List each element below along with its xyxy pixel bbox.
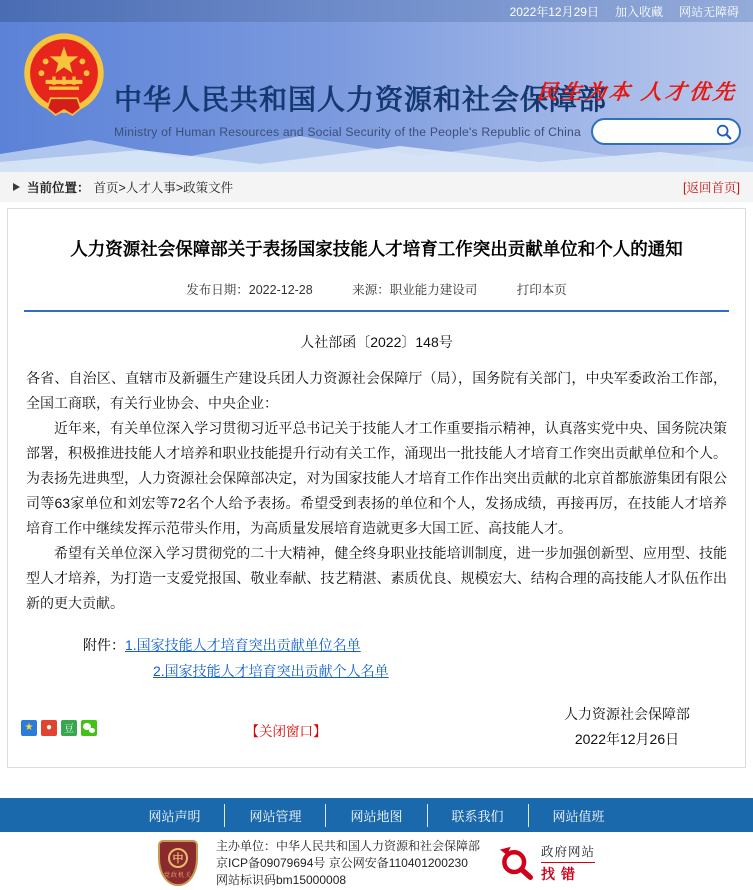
gov-find-error-widget[interactable] [498, 842, 595, 884]
article-bottom-row [8, 720, 745, 740]
article-source: 来源：职业能力建设司 [352, 282, 478, 297]
add-favorite-link[interactable]: 加入收藏 [614, 4, 663, 19]
article-meta [8, 280, 745, 298]
footer-nav-management[interactable]: 网站管理 [224, 804, 325, 827]
attachment-link-1[interactable]: 1.国家技能人才培育突出贡献单位名单 [125, 636, 361, 653]
share-qzone-icon[interactable]: ★ [21, 720, 37, 736]
share-weibo-icon[interactable]: ● [41, 720, 57, 736]
attachment-link-2[interactable]: 2.国家技能人才培育突出贡献个人名单 [153, 662, 389, 679]
signature-date: 2022年12月26日 [574, 730, 680, 747]
current-date: 2022年12月29日 [509, 4, 599, 19]
paragraph-1: 近年来，有关单位深入学习贯彻习近平总书记关于技能人才工作重要指示精神，认真落实党中央、国务院决策部署，积极推进技能人才培养和职业技能提升行动有关工作，涌现出一批技能人才培育工作突出贡献单位和个人。为表扬先进典型，人力资源社会保障部决定，对为国家技能人才培育工作作出突出贡献的北京首都旅游集团有限公司等63家单位和刘宏等72名个人给予表扬。希望受到表扬的单位和个人，发扬成绩，再接再厉，在技能人才培养培育工作中继续发挥示范带头作用，为高质量发展培育造就更多大国工匠、高技能人才。 [26, 419, 727, 536]
share-wechat-icon[interactable] [81, 720, 97, 736]
share-bar [21, 720, 97, 736]
article-container [7, 208, 746, 768]
footer-sitecode-line: 网站标识码bm15000008 [215, 872, 347, 887]
attachment-row-1 [83, 632, 745, 658]
accessibility-link[interactable]: 网站无障碍 [678, 4, 739, 19]
paragraph-addressees: 各省、自治区、直辖市及新疆生产建设兵团人力资源社会保障厅（局），国务院有关部门，中央军委政治工作部，全国工商联，有关行业协会、中央企业： [26, 369, 727, 411]
footer-nav-duty[interactable]: 网站值班 [528, 804, 629, 827]
article-body [26, 366, 727, 616]
footer-nav-bar [0, 798, 753, 832]
party-government-badge-icon [158, 840, 198, 886]
footer-info [216, 838, 480, 889]
breadcrumb-label: 当前位置： [27, 181, 90, 195]
top-utility-bar [0, 0, 753, 22]
print-page-button[interactable]: 打印本页 [516, 282, 567, 297]
back-home-link[interactable]: [返回首页] [683, 181, 740, 195]
footer-host-line: 主办单位：中华人民共和国人力资源和社会保障部 [215, 838, 480, 853]
share-douban-icon[interactable]: 豆 [61, 720, 77, 736]
article-title: 人力资源社会保障部关于表扬国家技能人才培育工作突出贡献单位和个人的通知 [70, 239, 683, 259]
find-error-magnifier-icon [498, 846, 534, 880]
paragraph-2: 希望有关单位深入学习贯彻党的二十大精神，健全终身职业技能培训制度，进一步加强创新型、应用型、技能型人才培养，为打造一支爱党报国、敬业奉献、技艺精湛、素质优良、规模宏大、结构合理的高技能人才队伍作出新的更大贡献。 [26, 544, 727, 611]
national-emblem [22, 33, 106, 125]
attachment-row-2 [153, 658, 745, 684]
find-error-line2: 找错 [541, 862, 595, 884]
breadcrumb-arrow-icon [13, 183, 20, 191]
badge-label: 党政机关 [163, 873, 192, 879]
footer-nav-statement[interactable]: 网站声明 [148, 808, 201, 824]
badge-symbol: 中 [168, 848, 188, 868]
search-box [591, 118, 741, 145]
site-title: 中华人民共和国人力资源和社会保障部 [114, 84, 608, 115]
document-number: 人社部函〔2022〕148号 [300, 333, 453, 350]
footer-icp-line: 京ICP备09079694号 京公网安备110401200230 [215, 855, 468, 870]
attachments [83, 632, 745, 684]
breadcrumb-path[interactable]: 首页>人才人事>政策文件 [93, 181, 234, 195]
breadcrumb-bar [0, 172, 753, 202]
find-error-line1: 政府网站 [541, 845, 596, 859]
footer-nav-sitemap[interactable]: 网站地图 [325, 804, 426, 827]
slogan-calligraphy: 民生为本 人才优先 [535, 80, 739, 104]
attachment-label: 附件： [83, 636, 125, 653]
title-divider [24, 310, 729, 312]
search-icon [715, 123, 733, 141]
site-subtitle: Ministry of Human Resources and Social Security of the People's Republic of China [114, 125, 581, 139]
publish-date: 发布日期：2022-12-28 [186, 282, 313, 297]
find-error-text [541, 842, 595, 884]
site-title-block [114, 78, 607, 139]
footer-nav-contact[interactable]: 联系我们 [427, 804, 528, 827]
search-input[interactable] [603, 125, 715, 139]
search-button[interactable] [715, 123, 733, 141]
signature-org: 人力资源社会保障部 [564, 705, 690, 722]
close-window-button[interactable]: 【关闭窗口】 [245, 723, 327, 739]
site-header [0, 22, 753, 172]
site-footer [0, 832, 753, 890]
